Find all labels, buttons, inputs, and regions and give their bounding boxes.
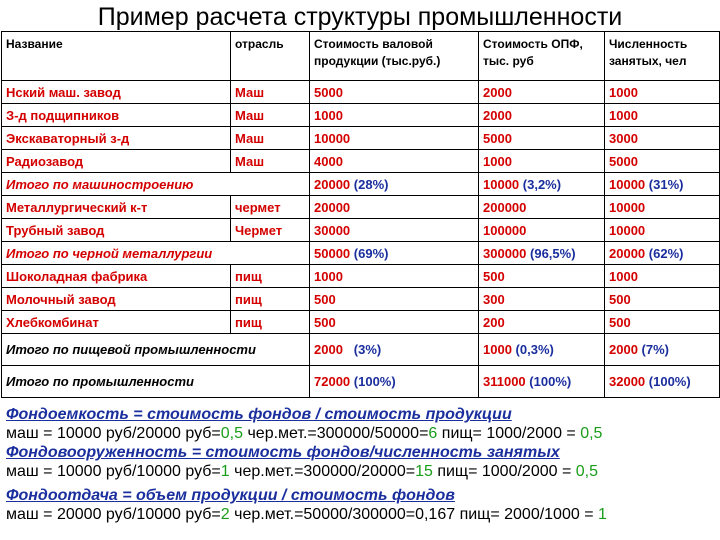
employees-cell: 5000 (605, 150, 720, 173)
enterprise-name-cell: Нский маш. завод (2, 81, 231, 104)
total-row (2, 334, 720, 366)
opf-cell: 5000 (479, 127, 605, 150)
header-cell-name: Название (2, 32, 231, 81)
gross-cell: 5000 (310, 81, 479, 104)
employees-cell (605, 242, 720, 265)
opf-cell: 100000 (479, 219, 605, 242)
opf-cell: 2000 (479, 81, 605, 104)
branch-cell: Чермет (231, 219, 310, 242)
opf-cell-percent: (100%) (529, 374, 572, 389)
page-title: Пример расчета структуры промышленности (97, 3, 623, 31)
capital-labor-calc: маш = 10000 руб/10000 руб=1 чер.мет.=300000/20000=15 пищ= 1000/2000 = 0,5 (6, 463, 598, 480)
employees-cell (605, 334, 720, 366)
employees-cell-value: 2000 (609, 342, 638, 357)
opf-cell (479, 334, 605, 366)
gross-cell-percent: (69%) (353, 245, 389, 261)
branch-cell: пищ (231, 265, 310, 288)
opf-cell-value: 300000 (483, 245, 527, 261)
branch-cell: Маш (231, 104, 310, 127)
opf-cell: 200 (479, 311, 605, 334)
opf-cell: 200000 (479, 196, 605, 219)
gross-cell: 500 (310, 311, 479, 334)
table-row (2, 265, 720, 288)
capital-productivity-calc: маш = 20000 руб/10000 руб=2 чер.мет.=50000/300000=0,167 пищ= 2000/1000 = 1 (6, 506, 607, 523)
employees-cell: 1000 (605, 81, 720, 104)
capital-intensity-formula: Фондоемкость = стоимость фондов / стоимость продукции (6, 406, 512, 423)
gross-cell-value: 20000 (314, 176, 351, 192)
table-row (2, 127, 720, 150)
gross-cell-value: 50000 (314, 245, 351, 261)
table-row (2, 81, 720, 104)
industry-structure-table (1, 31, 720, 398)
gross-cell: 20000 (310, 196, 479, 219)
employees-cell: 500 (605, 288, 720, 311)
gross-cell: 10000 (310, 127, 479, 150)
employees-cell: 500 (605, 311, 720, 334)
opf-cell: 500 (479, 265, 605, 288)
branch-cell: Маш (231, 127, 310, 150)
capital-intensity-calc: маш = 10000 руб/20000 руб=0,5 чер.мет.=300000/50000=6 пищ= 1000/2000 = 0,5 (6, 425, 603, 442)
employees-cell (605, 173, 720, 196)
enterprise-name-cell: Шоколадная фабрика (2, 265, 231, 288)
opf-cell (479, 242, 605, 265)
branch-cell: Маш (231, 81, 310, 104)
total-label: Итого по пищевой промышленности (2, 334, 310, 366)
header-cell-employees: Численность занятых, чел (605, 32, 720, 81)
capital-labor-formula: Фондовооруженность = стоимость фондов/численность занятых (6, 444, 560, 461)
employees-cell-percent: (62%) (648, 245, 684, 261)
employees-cell-value: 10000 (609, 176, 646, 192)
employees-cell-percent: (31%) (648, 176, 684, 192)
enterprise-name-cell: З-д подщипников (2, 104, 231, 127)
table-row (2, 196, 720, 219)
gross-cell: 1000 (310, 104, 479, 127)
opf-cell (479, 173, 605, 196)
enterprise-name-cell: Хлебкомбинат (2, 311, 231, 334)
enterprise-name-cell: Радиозавод (2, 150, 231, 173)
gross-cell-percent: (3%) (353, 342, 382, 357)
employees-cell-value: 20000 (609, 245, 646, 261)
header-cell-branch: отрасль (231, 32, 310, 81)
gross-cell: 4000 (310, 150, 479, 173)
opf-cell-value: 1000 (483, 342, 512, 357)
table-row (2, 150, 720, 173)
opf-cell-value: 311000 (483, 374, 526, 389)
gross-cell (310, 173, 479, 196)
opf-cell: 1000 (479, 150, 605, 173)
gross-cell-value: 2000 (314, 342, 343, 357)
total-label: Итого по промышленности (2, 366, 310, 398)
enterprise-name-cell: Молочный завод (2, 288, 231, 311)
employees-cell-percent: (100%) (648, 374, 691, 389)
employees-cell: 10000 (605, 219, 720, 242)
employees-cell: 3000 (605, 127, 720, 150)
gross-cell-percent: (28%) (353, 176, 389, 192)
opf-cell-percent: (0,3%) (515, 342, 554, 357)
opf-cell (479, 366, 605, 398)
branch-cell: чермет (231, 196, 310, 219)
capital-productivity-formula: Фондоотдача = объем продукции / стоимость фондов (6, 487, 455, 504)
employees-cell: 1000 (605, 265, 720, 288)
enterprise-name-cell: Трубный завод (2, 219, 231, 242)
opf-cell: 2000 (479, 104, 605, 127)
header-cell-opf: Стоимость ОПФ, тыс. руб (479, 32, 605, 81)
employees-cell-value: 32000 (609, 374, 646, 389)
employees-cell-percent: (7%) (641, 342, 669, 357)
employees-cell (605, 366, 720, 398)
gross-cell (310, 334, 479, 366)
gross-cell (310, 242, 479, 265)
employees-cell: 10000 (605, 196, 720, 219)
total-row (2, 366, 720, 398)
table-row (2, 311, 720, 334)
opf-cell-percent: (96,5%) (530, 245, 576, 261)
header-cell-gross: Стоимость валовой продукции (тыс.руб.) (310, 32, 479, 81)
enterprise-name-cell: Экскаваторный з-д (2, 127, 231, 150)
gross-cell: 1000 (310, 265, 479, 288)
branch-cell: пищ (231, 288, 310, 311)
opf-cell-value: 10000 (483, 176, 520, 192)
table-header-row (2, 32, 720, 81)
branch-cell: пищ (231, 311, 310, 334)
total-row (2, 242, 720, 265)
gross-cell: 30000 (310, 219, 479, 242)
opf-cell-percent: (3,2%) (522, 176, 562, 192)
gross-cell: 500 (310, 288, 479, 311)
gross-cell-percent: (100%) (353, 374, 396, 389)
total-row (2, 173, 720, 196)
table-row (2, 104, 720, 127)
gross-cell (310, 366, 479, 398)
table-row (2, 219, 720, 242)
gross-cell-value: 72000 (314, 374, 351, 389)
total-label: Итого по черной металлургии (2, 242, 310, 265)
total-label: Итого по машиностроению (2, 173, 310, 196)
opf-cell: 300 (479, 288, 605, 311)
employees-cell: 1000 (605, 104, 720, 127)
enterprise-name-cell: Металлургический к-т (2, 196, 231, 219)
branch-cell: Маш (231, 150, 310, 173)
formulas-block (6, 405, 718, 524)
table-row (2, 288, 720, 311)
